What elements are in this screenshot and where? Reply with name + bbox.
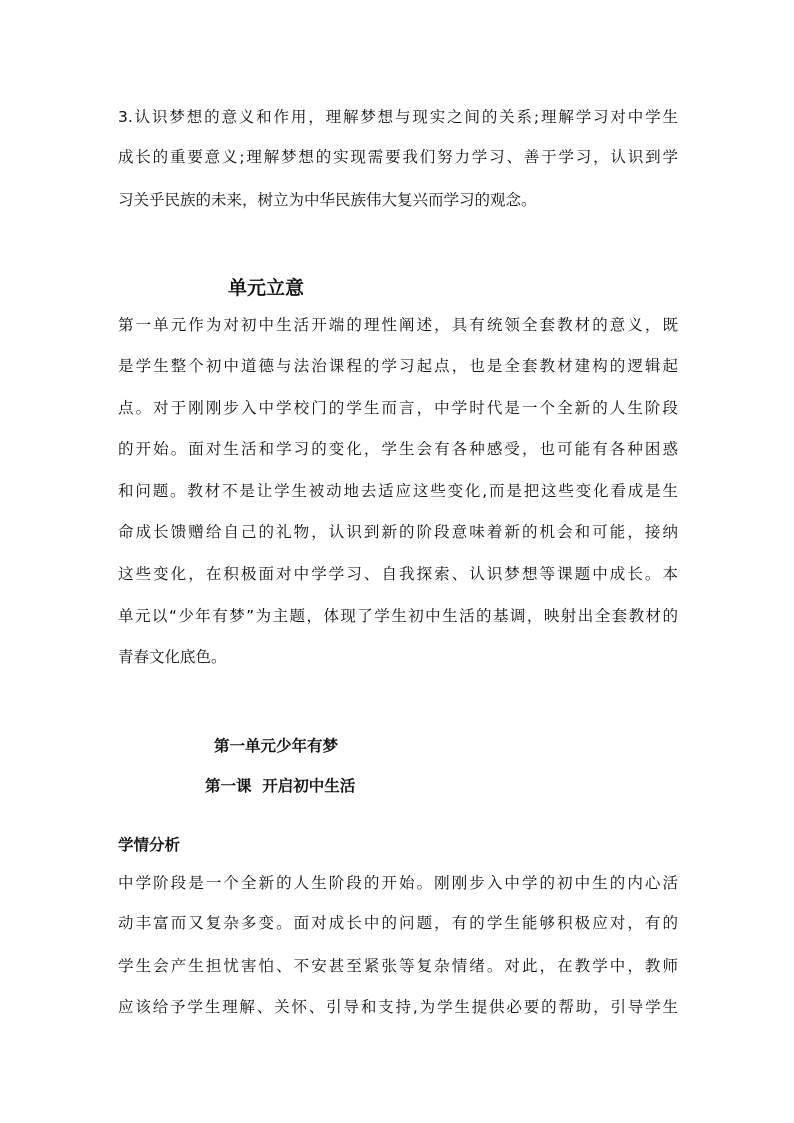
unit-intent-line: 这些变化，在积极面对中学学习、自我探索、认识梦想等课题中成长。本	[118, 565, 678, 583]
analysis-heading: 学情分析	[118, 836, 181, 854]
unit-intent-line: 命成长馈赠给自己的礼物，认识到新的阶段意味着新的机会和可能，接纳	[118, 523, 678, 541]
unit-intent-heading: 单元立意	[228, 277, 305, 299]
unit-intent-line: 是学生整个初中道德与法治课程的学习起点，也是全套教材建构的逻辑起	[118, 357, 678, 375]
analysis-line: 动丰富而又复杂多变。面对成长中的问题，有的学生能够积极应对，有的	[118, 914, 678, 932]
unit-intent-line: 的开始。面对生活和学习的变化，学生会有各种感受，也可能有各种困惑	[118, 440, 678, 458]
unit-intent-line: 单元以“少年有梦”为主题，体现了学生初中生活的基调，映射出全套教材的	[118, 607, 678, 625]
unit-intent-line: 第一单元作为对初中生活开端的理性阐述，具有统领全套教材的意义，既	[118, 316, 678, 334]
objective-line: 3.认识梦想的意义和作用，理解梦想与现实之间的关系;理解学习对中学生	[118, 108, 678, 126]
objective-line: 习关乎民族的未来，树立为中华民族伟大复兴而学习的观念。	[118, 191, 537, 209]
unit-intent-paragraph	[118, 318, 678, 678]
unit-intent-line: 青春文化底色。	[118, 648, 227, 666]
unit-intent-line: 和问题。教材不是让学生被动地去适应这些变化,而是把这些变化看成是生	[118, 482, 678, 500]
analysis-line: 中学阶段是一个全新的人生阶段的开始。刚刚步入中学的初中生的内心活	[118, 874, 678, 892]
analysis-line: 学生会产生担忧害怕、不安甚至紧张等复杂情绪。对此，在教学中，教师	[118, 957, 678, 975]
objective-line: 成长的重要意义;理解梦想的实现需要我们努力学习、善于学习，认识到学	[118, 148, 678, 166]
unit-intent-line: 点。对于刚刚步入中学校门的学生而言，中学时代是一个全新的人生阶段	[118, 399, 678, 417]
analysis-paragraph	[118, 876, 678, 1046]
lesson-title: 第一课 开启初中生活	[205, 777, 356, 795]
analysis-line: 应该给予学生理解、关怀、引导和支持,为学生提供必要的帮助，引导学生	[118, 998, 678, 1016]
objective-paragraph	[118, 110, 678, 220]
unit-title: 第一单元少年有梦	[214, 737, 339, 755]
